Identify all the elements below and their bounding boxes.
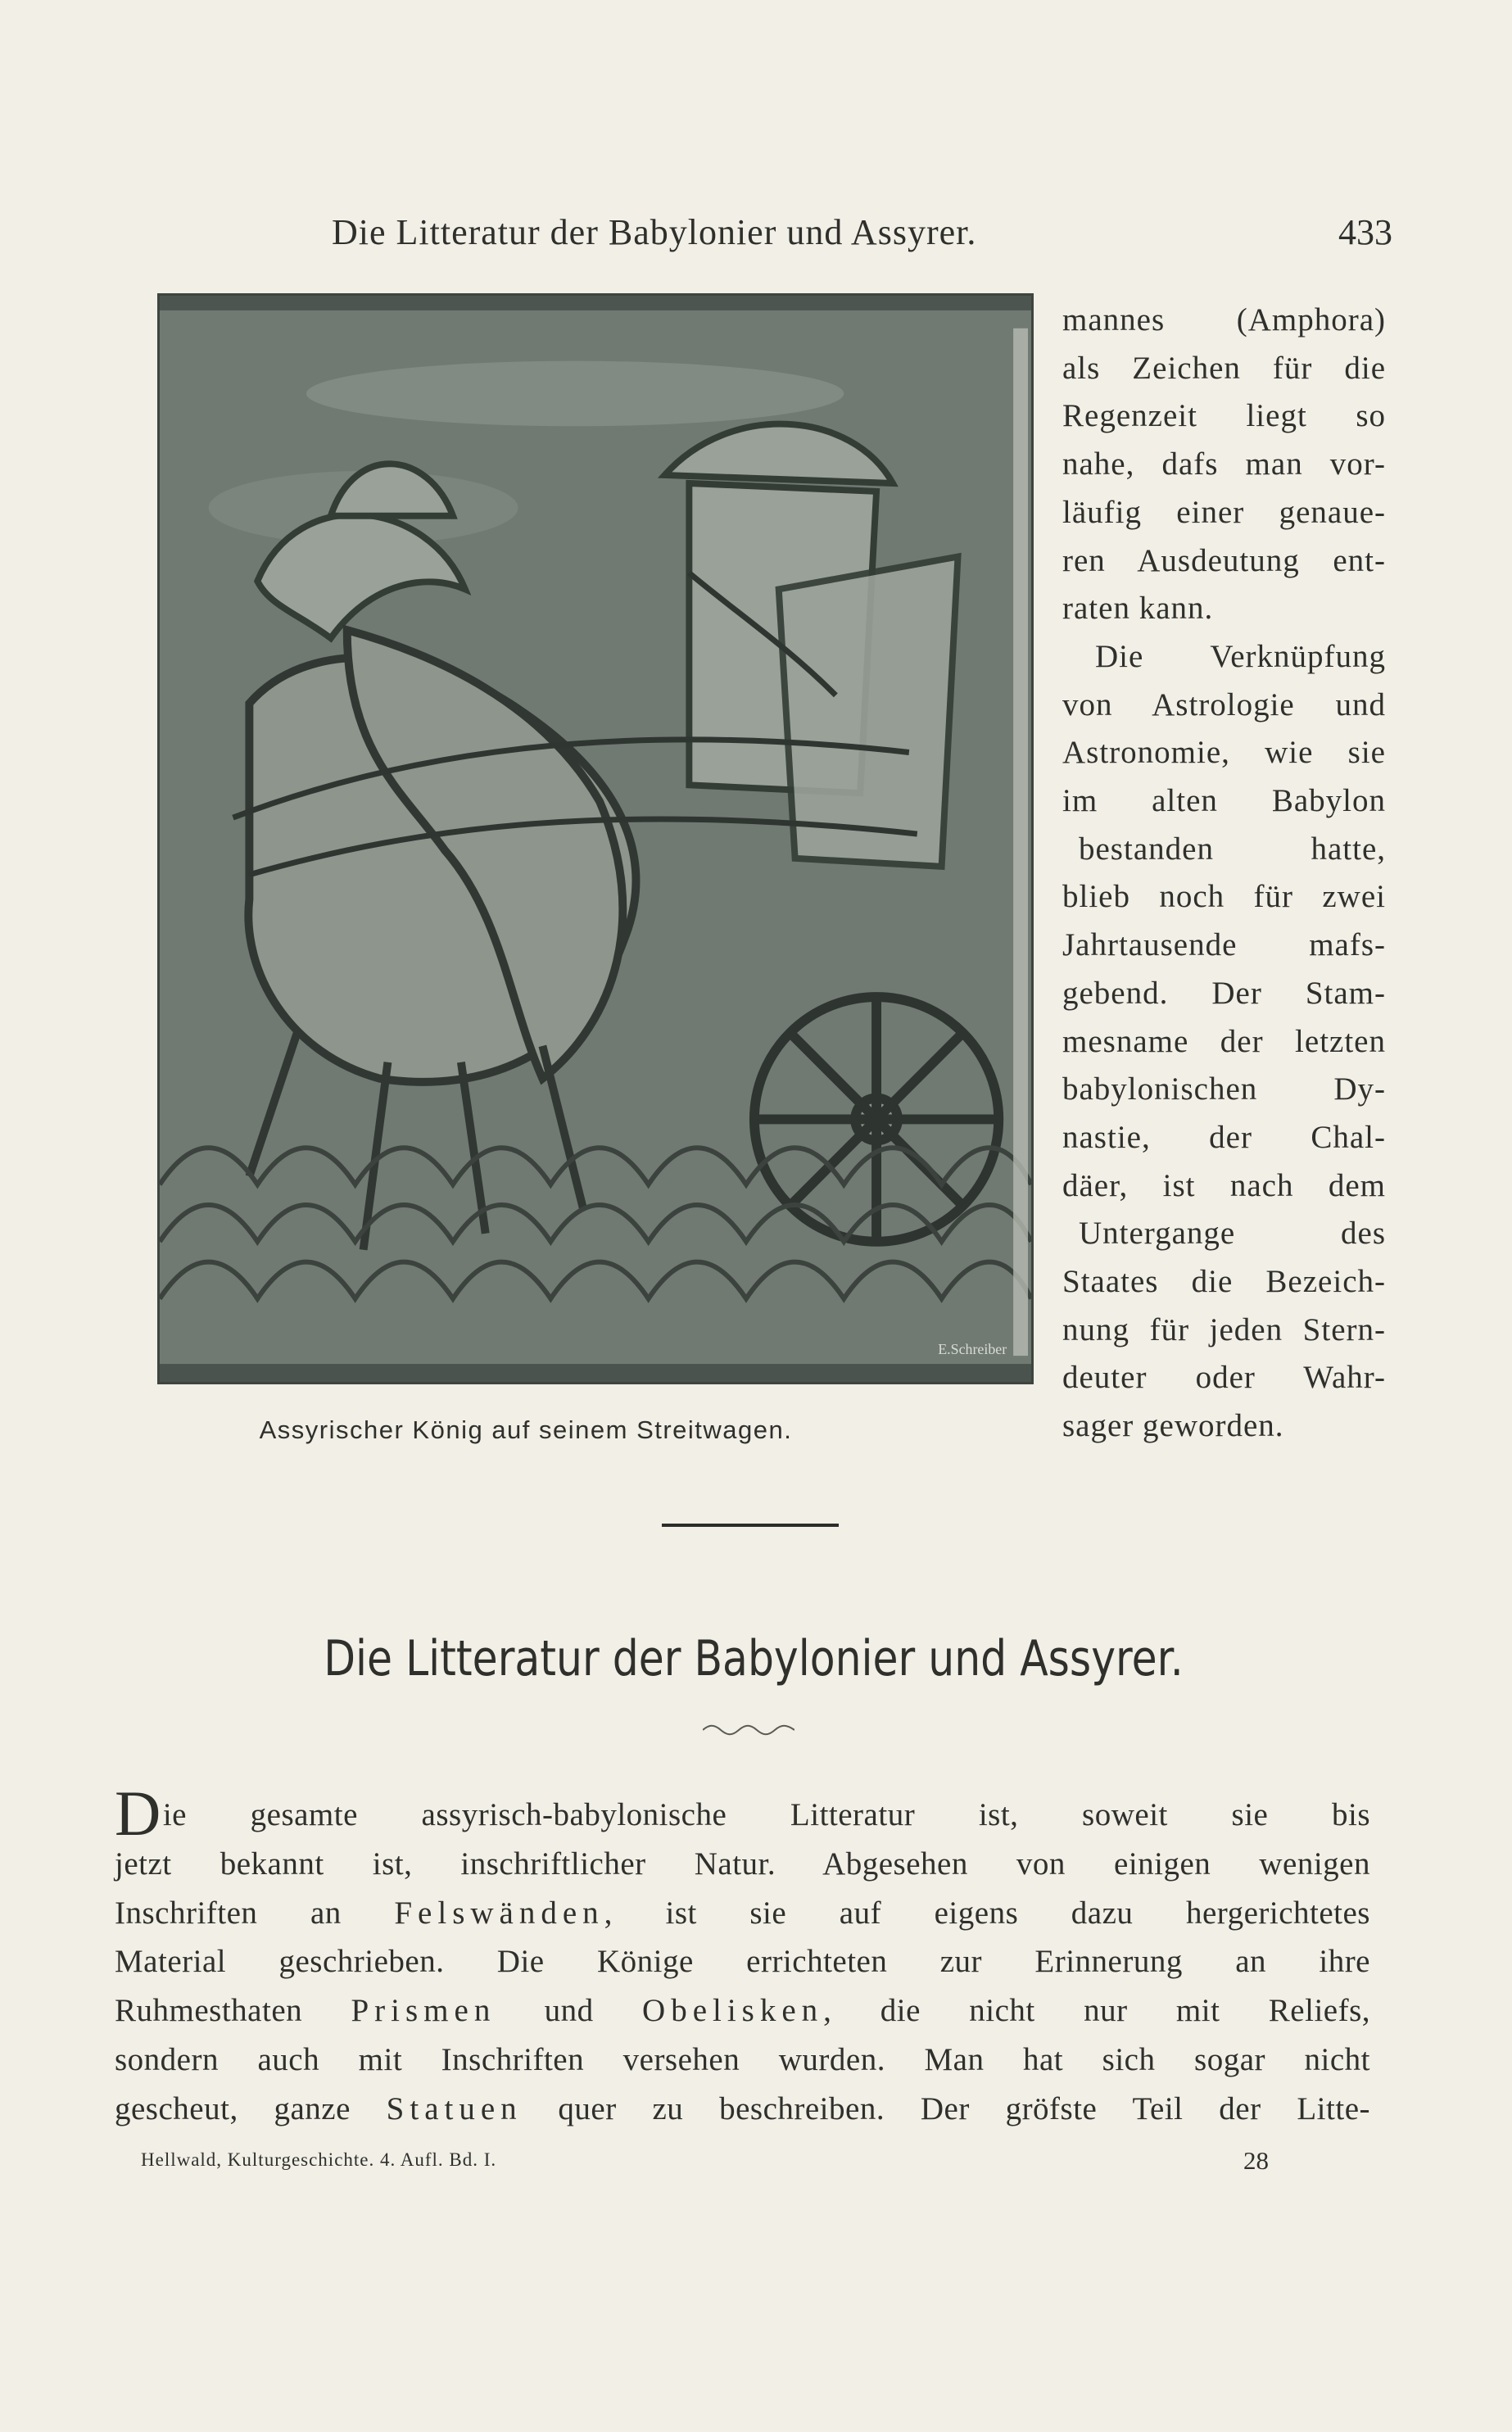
- side-line: nastie, der Chal-: [1062, 1119, 1386, 1155]
- body-line-text: ie gesamte assyrisch-babylonische Litteratur ist, soweit sie bis: [162, 1797, 1370, 1832]
- side-line: babylonischen Dy-: [1062, 1071, 1386, 1107]
- body-line: [115, 1778, 1370, 1849]
- body-line-text: Ruhmesthaten: [115, 1993, 351, 2029]
- side-line: mesname der letzten: [1062, 1023, 1386, 1059]
- side-line: raten kann.: [1062, 591, 1214, 627]
- running-head: Die Litteratur der Babylonier und Assyrer.: [332, 212, 977, 252]
- body-line-text: , die nicht nur mit Reliefs,: [823, 1993, 1370, 2029]
- body-line-text: quer zu beschreiben. Der gröfste Teil der Litte-: [522, 2090, 1370, 2126]
- side-line: Untergange des: [1079, 1216, 1386, 1252]
- footer-sheet-number: 28: [1243, 2146, 1269, 2175]
- side-line: bestanden hatte,: [1079, 831, 1386, 867]
- side-line: gebend. Der Stam-: [1062, 975, 1386, 1011]
- emphasized-word: Prismen: [351, 1993, 496, 2029]
- body-line: sondern auch mit Inschriften versehen wurden. Man hat sich sogar nicht: [115, 2041, 1370, 2077]
- body-line-text: , ist sie auf eigens dazu hergerichtetes: [604, 1895, 1370, 1931]
- page-number: 433: [1338, 212, 1392, 252]
- side-line: Die Verknüpfung: [1095, 638, 1386, 674]
- title-ornament: [703, 1724, 794, 1736]
- body-line: [115, 1986, 1370, 2036]
- footer-signature: Hellwald, Kulturgeschichte. 4. Aufl. Bd. I.: [141, 2149, 497, 2170]
- side-line: däer, ist nach dem: [1062, 1167, 1386, 1203]
- side-line: nung für jeden Stern-: [1062, 1311, 1386, 1347]
- side-line: blieb noch für zwei: [1062, 879, 1386, 915]
- illustration-caption: Assyrischer König auf seinem Streitwagen.: [259, 1415, 793, 1444]
- body-text: [115, 1778, 1370, 2134]
- section-title: Die Litteratur der Babylonier und Assyrer.: [324, 1630, 1184, 1687]
- relief-illustration: [157, 293, 1034, 1384]
- side-line: Staates die Bezeich-: [1062, 1264, 1386, 1300]
- emphasized-word: Felswänden: [394, 1895, 604, 1931]
- side-line: von Astrologie und: [1062, 686, 1386, 722]
- side-line: im alten Babylon: [1062, 783, 1386, 819]
- body-line: [115, 1889, 1370, 1938]
- side-line: Astronomie, wie sie: [1062, 735, 1386, 771]
- section-divider: [662, 1524, 839, 1527]
- side-line: nahe, dafs man vor-: [1062, 446, 1386, 482]
- body-line-text: gescheut, ganze: [115, 2090, 387, 2126]
- body-line: Material geschrieben. Die Könige errichteten zur Erinnerung an ihre: [115, 1944, 1370, 1980]
- side-line: deuter oder Wahr-: [1062, 1360, 1386, 1396]
- side-line: läufig einer genaue-: [1062, 494, 1386, 530]
- body-line: [115, 2085, 1370, 2134]
- emphasized-word: Obelisken: [642, 1993, 824, 2029]
- side-line: Jahrtausende mafs-: [1062, 927, 1386, 963]
- side-line: Regenzeit liegt so: [1062, 398, 1386, 434]
- drop-cap: D: [115, 1778, 161, 1849]
- side-line: sager geworden.: [1062, 1408, 1284, 1444]
- side-line: als Zeichen für die: [1062, 350, 1386, 386]
- body-line-text: Inschriften an: [115, 1895, 395, 1931]
- side-line: ren Ausdeutung ent-: [1062, 542, 1386, 578]
- artist-signature: E.Schreiber: [938, 1341, 1007, 1358]
- body-line-text: und: [496, 1993, 643, 2029]
- emphasized-word: Statuen: [386, 2090, 523, 2126]
- page-header: [115, 211, 1392, 260]
- side-line: mannes (Amphora): [1062, 302, 1386, 337]
- body-line: jetzt bekannt ist, inschriftlicher Natur. Abgesehen von einigen wenigen: [115, 1846, 1370, 1882]
- side-column-text: [1062, 297, 1386, 1451]
